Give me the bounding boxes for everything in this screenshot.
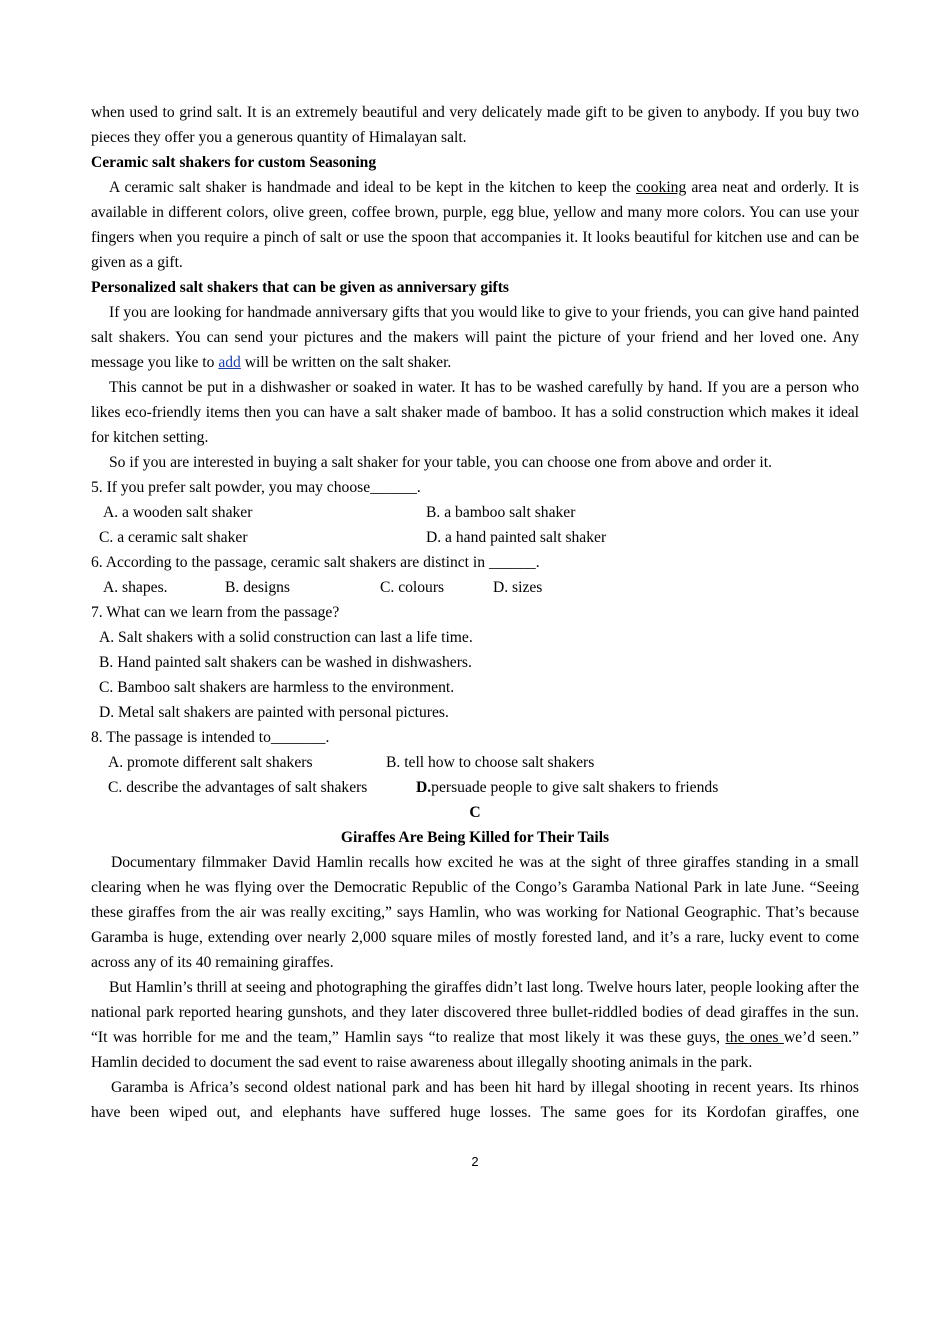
question-6-option-a: A. shapes. — [103, 579, 168, 596]
question-8-option-d-letter: D. — [416, 779, 432, 796]
paragraph-intro: when used to grind salt. It is an extremely beautiful and very delicately made gift to be given to anybody. If you buy two pieces they offer you a generous quantity of Himalayan salt. — [91, 104, 859, 146]
c-p2-text-post: we’d seen.” Hamlin decided to document the sad event to raise awareness about illegally shooting animals in the park. — [91, 1029, 859, 1071]
question-8-stem: 8. The passage is intended to_______. — [91, 729, 330, 746]
question-6-stem: 6. According to the passage, ceramic salt shakers are distinct in ______. — [91, 554, 540, 571]
heading-ceramic: Ceramic salt shakers for custom Seasoning — [91, 154, 377, 171]
question-5-option-b: B. a bamboo salt shaker — [426, 504, 576, 521]
question-8-option-d-text: persuade people to give salt shakers to friends — [431, 779, 719, 796]
ceramic-text-pre: A ceramic salt shaker is handmade and ideal to be kept in the kitchen to keep the — [109, 179, 637, 196]
question-6-option-b: B. designs — [225, 579, 290, 596]
question-6-option-d: D. sizes — [493, 579, 543, 596]
question-7-option-c: C. Bamboo salt shakers are harmless to the environment. — [99, 679, 455, 696]
paragraph-ceramic — [91, 175, 859, 275]
link-add[interactable]: add — [218, 354, 241, 371]
question-8-option-b: B. tell how to choose salt shakers — [386, 754, 595, 771]
personal-text-pre: If you are looking for handmade anniversary gifts that you would like to give to your friends, you can give hand painted salt shakers. You can send your pictures and the makers will paint the picture of your friend and her loved one. Any message you like to — [91, 304, 859, 371]
question-8-option-c: C. describe the advantages of salt shakers — [108, 779, 368, 796]
question-5-option-c: C. a ceramic salt shaker — [99, 529, 248, 546]
passage-c-title: Giraffes Are Being Killed for Their Tails — [340, 829, 610, 846]
question-6-option-c: C. colours — [380, 579, 445, 596]
passage-c-paragraph-3: Garamba is Africa’s second oldest national park and has been hit hard by illegal shooting in recent years. Its rhinos have been wiped out, and elephants have suffered huge losses. The same goes for its Kordofan giraffes, one — [91, 1079, 859, 1121]
question-8-row-2 — [91, 775, 859, 800]
passage-c-paragraph-2 — [91, 975, 859, 1075]
question-8-option-a: A. promote different salt shakers — [108, 754, 313, 771]
underlined-phrase-the-ones: the ones — [725, 1029, 784, 1046]
personal-text-post: will be written on the salt shaker. — [240, 354, 452, 371]
paragraph-personalized — [91, 300, 859, 375]
section-letter: C — [469, 804, 481, 821]
question-7-option-d: D. Metal salt shakers are painted with personal pictures. — [99, 704, 449, 721]
paragraph-bamboo: This cannot be put in a dishwasher or soaked in water. It has to be washed carefully by hand. If you are a person who likes eco-friendly items then you can have a salt shaker made of bamboo. It has a solid construction which makes it ideal for kitchen setting. — [91, 379, 859, 446]
question-7-stem: 7. What can we learn from the passage? — [91, 604, 340, 621]
c-p2-text-pre: But Hamlin’s thrill at seeing and photographing the giraffes didn’t last long. Twelve hours later, people looking after the national park reported hearing gunshots, and they later discovered three bullet-riddled bodies of dead giraffes in the sun. “It was horrible for me and the team,” Hamlin says “to realize that most likely it was these guys, — [91, 979, 859, 1046]
page-number: 2 — [471, 1154, 479, 1169]
question-8-option-d — [416, 775, 718, 800]
document-page — [91, 100, 859, 1125]
question-5-stem: 5. If you prefer salt powder, you may choose______. — [91, 479, 421, 496]
underlined-word-cooking: cooking — [636, 179, 687, 196]
question-5-row-1 — [91, 500, 859, 525]
question-7-option-b: B. Hand painted salt shakers can be washed in dishwashers. — [99, 654, 472, 671]
question-5-row-2 — [91, 525, 859, 550]
question-8-row-1 — [91, 750, 859, 775]
question-6-row — [91, 575, 859, 600]
question-7-option-a: A. Salt shakers with a solid construction can last a life time. — [99, 629, 473, 646]
passage-c-paragraph-1: Documentary filmmaker David Hamlin recalls how excited he was at the sight of three giraffes standing in a small clearing when he was flying over the Democratic Republic of the Congo’s Garamba National Park in late June. “Seeing these giraffes from the air was really exciting,” says Hamlin, who was working for National Geographic. That’s because Garamba is huge, extending over nearly 2,000 square miles of mostly forested land, and it’s a rare, lucky event to come across any of its 40 remaining giraffes. — [91, 854, 859, 971]
question-5-option-a: A. a wooden salt shaker — [103, 504, 253, 521]
paragraph-conclusion: So if you are interested in buying a salt shaker for your table, you can choose one from above and order it. — [109, 454, 772, 471]
question-5-option-d: D. a hand painted salt shaker — [426, 529, 607, 546]
heading-personalized: Personalized salt shakers that can be given as anniversary gifts — [91, 279, 509, 296]
ceramic-text-post: area neat and orderly. It is available in different colors, olive green, coffee brown, purple, egg blue, yellow and many more colors. You can use your fingers when you require a pinch of salt or use the spoon that accompanies it. It looks beautiful for kitchen use and can be given as a gift. — [91, 179, 859, 271]
